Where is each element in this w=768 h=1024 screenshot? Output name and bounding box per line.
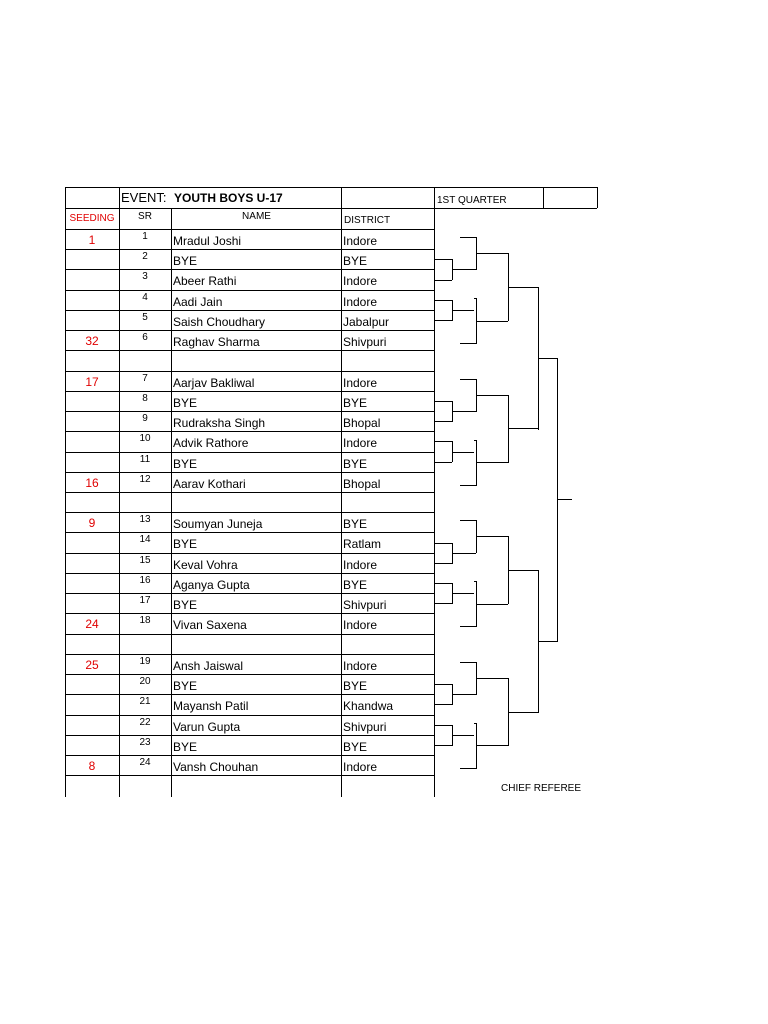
sr-number: 24 <box>139 756 151 768</box>
row-border <box>65 350 435 351</box>
sr-number: 21 <box>139 696 151 708</box>
bracket-line <box>474 298 476 299</box>
sr-number: 6 <box>142 332 148 344</box>
player-name: Advik Rathore <box>173 436 249 451</box>
bracket-line <box>538 641 557 642</box>
row-border <box>65 593 435 594</box>
row-border <box>65 310 435 311</box>
sr-number: 1 <box>142 231 148 242</box>
row-border <box>65 715 435 716</box>
player-name: Vansh Chouhan <box>173 759 259 774</box>
player-name: BYE <box>173 395 198 410</box>
bracket-line <box>452 553 462 554</box>
row-border <box>65 249 435 250</box>
bracket-line <box>435 543 452 544</box>
seed-number: 17 <box>85 374 99 389</box>
bracket-line <box>476 536 508 537</box>
row-border <box>65 694 435 695</box>
seed-number: 1 <box>88 233 96 247</box>
sr-number: 13 <box>139 514 151 526</box>
player-name: BYE <box>173 537 198 552</box>
bracket-line <box>460 485 476 486</box>
bracket-line <box>435 725 452 726</box>
player-name: Aganya Gupta <box>173 577 250 592</box>
player-name: BYE <box>173 254 198 269</box>
bracket-line <box>452 269 462 270</box>
bracket-line <box>435 259 452 260</box>
name-header: NAME <box>242 211 271 222</box>
bracket-line <box>508 428 538 429</box>
sr-number: 11 <box>139 453 151 465</box>
bracket-line <box>462 269 476 270</box>
player-name: BYE <box>173 739 198 754</box>
sr-number: 12 <box>139 473 151 485</box>
bracket-line <box>452 411 462 412</box>
sr-number: 16 <box>139 574 151 586</box>
row-border <box>65 492 435 493</box>
player-district: BYE <box>343 456 368 471</box>
bracket-line <box>460 768 476 769</box>
sr-number: 10 <box>139 433 151 445</box>
sr-number: 4 <box>142 291 148 303</box>
bracket-line <box>557 499 572 500</box>
player-district: BYE <box>343 679 368 694</box>
player-district: BYE <box>343 739 368 754</box>
sr-number: 5 <box>142 311 148 323</box>
bracket-line <box>460 343 476 344</box>
player-name: Rudraksha Singh <box>173 416 266 431</box>
seed-number: 9 <box>88 516 96 531</box>
sr-number: 7 <box>142 372 148 384</box>
sr-number: 20 <box>139 676 151 688</box>
player-name: Aadi Jain <box>173 294 223 309</box>
player-district: Bhopal <box>343 416 381 431</box>
bracket-line <box>435 462 452 463</box>
bracket-line <box>476 395 508 396</box>
bracket-line <box>476 253 508 254</box>
bracket-line <box>462 411 476 412</box>
row-border <box>65 573 435 574</box>
row-border <box>65 735 435 736</box>
row-border <box>65 411 435 412</box>
bracket-line <box>476 440 477 486</box>
sr-number: 14 <box>139 534 151 546</box>
header-divider <box>597 187 598 208</box>
row-border <box>65 269 435 270</box>
bracket-line <box>508 287 538 288</box>
seed-number: 8 <box>88 758 96 773</box>
bracket-line <box>557 358 558 642</box>
player-name: Raghav Sharma <box>173 335 260 350</box>
row-border <box>65 634 435 635</box>
player-district: Indore <box>343 759 378 774</box>
sr-number: 19 <box>139 655 151 667</box>
row-border <box>65 330 435 331</box>
player-district: Jabalpur <box>343 314 390 329</box>
bracket-line <box>476 745 508 746</box>
sr-header: SR <box>138 211 152 222</box>
player-name: BYE <box>173 679 198 694</box>
player-name: Mayansh Patil <box>173 699 249 714</box>
player-name: Mradul Joshi <box>173 234 242 248</box>
event-value: YOUTH BOYS U-17 <box>174 191 283 205</box>
bracket-line <box>508 570 538 571</box>
header-divider <box>543 187 544 208</box>
player-district: Indore <box>343 436 378 451</box>
row-border <box>65 532 435 533</box>
bracket-line <box>452 452 474 453</box>
sr-number: 3 <box>142 271 148 283</box>
bracket-line <box>460 379 476 380</box>
header-divider <box>65 187 66 208</box>
player-district: Indore <box>343 294 378 309</box>
player-district: Shivpuri <box>343 335 387 350</box>
bracket-line <box>460 237 476 238</box>
sr-number: 22 <box>139 716 151 728</box>
seed-number: 25 <box>85 657 99 672</box>
bracket-line <box>435 563 452 564</box>
player-district: Shivpuri <box>343 719 387 734</box>
bracket-line <box>435 704 452 705</box>
bracket-line <box>538 358 557 359</box>
row-border <box>65 391 435 392</box>
bracket-line <box>452 310 474 311</box>
bracket-line <box>474 723 476 724</box>
header-top-border <box>65 187 597 188</box>
sr-number: 15 <box>139 554 151 566</box>
sr-number: 8 <box>142 392 148 404</box>
row-border <box>65 613 435 614</box>
sr-number: 2 <box>142 251 148 263</box>
bracket-line <box>476 321 508 322</box>
bracket-line <box>476 723 477 769</box>
row-border <box>65 431 435 432</box>
column-border <box>434 208 435 797</box>
player-name: Aarjav Bakliwal <box>173 375 255 390</box>
sr-number: 23 <box>139 736 151 748</box>
bracket-line <box>462 694 476 695</box>
bracket-line <box>460 626 476 627</box>
player-name: Varun Gupta <box>173 719 241 734</box>
player-district: Khandwa <box>343 699 394 714</box>
player-name: Soumyan Juneja <box>173 517 263 532</box>
row-border <box>65 512 435 513</box>
bracket-line <box>435 603 452 604</box>
player-name: Ansh Jaiswal <box>173 658 244 673</box>
player-name: BYE <box>173 456 198 471</box>
bracket-line <box>508 712 538 713</box>
player-district: Shivpuri <box>343 598 387 613</box>
player-district: Indore <box>343 375 378 390</box>
quarter-label: 1ST QUARTER <box>437 195 507 206</box>
seed-number: 24 <box>85 617 99 632</box>
event-label: EVENT: <box>121 190 167 205</box>
bracket-line <box>476 604 508 605</box>
player-name: Abeer Rathi <box>173 274 237 289</box>
bracket-line <box>460 520 476 521</box>
player-district: Indore <box>343 274 378 289</box>
seeding-header: SEEDING <box>69 213 115 224</box>
bracket-line <box>435 401 452 402</box>
player-district: BYE <box>343 517 368 532</box>
row-border <box>65 654 435 655</box>
row-border <box>65 674 435 675</box>
bracket-line <box>474 440 476 441</box>
player-district: Indore <box>343 557 378 572</box>
bracket-line <box>508 395 509 463</box>
bracket-line <box>435 441 452 442</box>
seed-number: 16 <box>85 475 99 490</box>
row-border <box>65 775 435 776</box>
player-district: Ratlam <box>343 537 382 552</box>
player-name: Saish Choudhary <box>173 314 266 329</box>
bracket-line <box>476 462 508 463</box>
row-border <box>65 755 435 756</box>
bracket-line <box>435 745 452 746</box>
header-divider <box>434 187 435 208</box>
player-name: Vivan Saxena <box>173 618 247 633</box>
row-border <box>65 452 435 453</box>
row-border <box>65 371 435 372</box>
sr-number: 17 <box>139 595 151 607</box>
bracket-line <box>435 421 452 422</box>
header-bottom-border <box>65 208 597 209</box>
column-border <box>65 208 66 797</box>
bracket-line <box>460 662 476 663</box>
column-border <box>341 208 342 797</box>
player-district: Indore <box>343 658 378 673</box>
chief-referee-label: CHIEF REFEREE <box>501 783 582 794</box>
player-district: BYE <box>343 395 368 410</box>
district-header: DISTRICT <box>344 215 391 226</box>
bracket-line <box>435 684 452 685</box>
row-border <box>65 472 435 473</box>
bracket-line <box>452 593 474 594</box>
bracket-line <box>435 320 452 321</box>
bracket-line <box>435 280 452 281</box>
seed-number: 32 <box>85 334 99 349</box>
bracket-line <box>435 583 452 584</box>
player-name: Keval Vohra <box>173 557 238 572</box>
header-divider <box>119 187 120 208</box>
bracket-line <box>452 735 474 736</box>
player-district: BYE <box>343 577 368 592</box>
player-district: Indore <box>343 234 378 248</box>
sr-number: 9 <box>142 413 148 425</box>
column-border <box>171 208 172 797</box>
bracket-line <box>452 694 462 695</box>
row-border <box>65 229 435 230</box>
player-name: BYE <box>173 598 198 613</box>
bracket-line <box>462 553 476 554</box>
row-border <box>65 553 435 554</box>
sr-number: 18 <box>139 615 151 627</box>
player-district: Bhopal <box>343 476 381 491</box>
player-district: BYE <box>343 254 368 269</box>
bracket-line <box>474 581 476 582</box>
row-border <box>65 290 435 291</box>
player-district: Indore <box>343 618 378 633</box>
player-name: Aarav Kothari <box>173 476 246 491</box>
header-divider <box>341 187 342 208</box>
bracket-line <box>435 300 452 301</box>
bracket-line <box>476 678 508 679</box>
